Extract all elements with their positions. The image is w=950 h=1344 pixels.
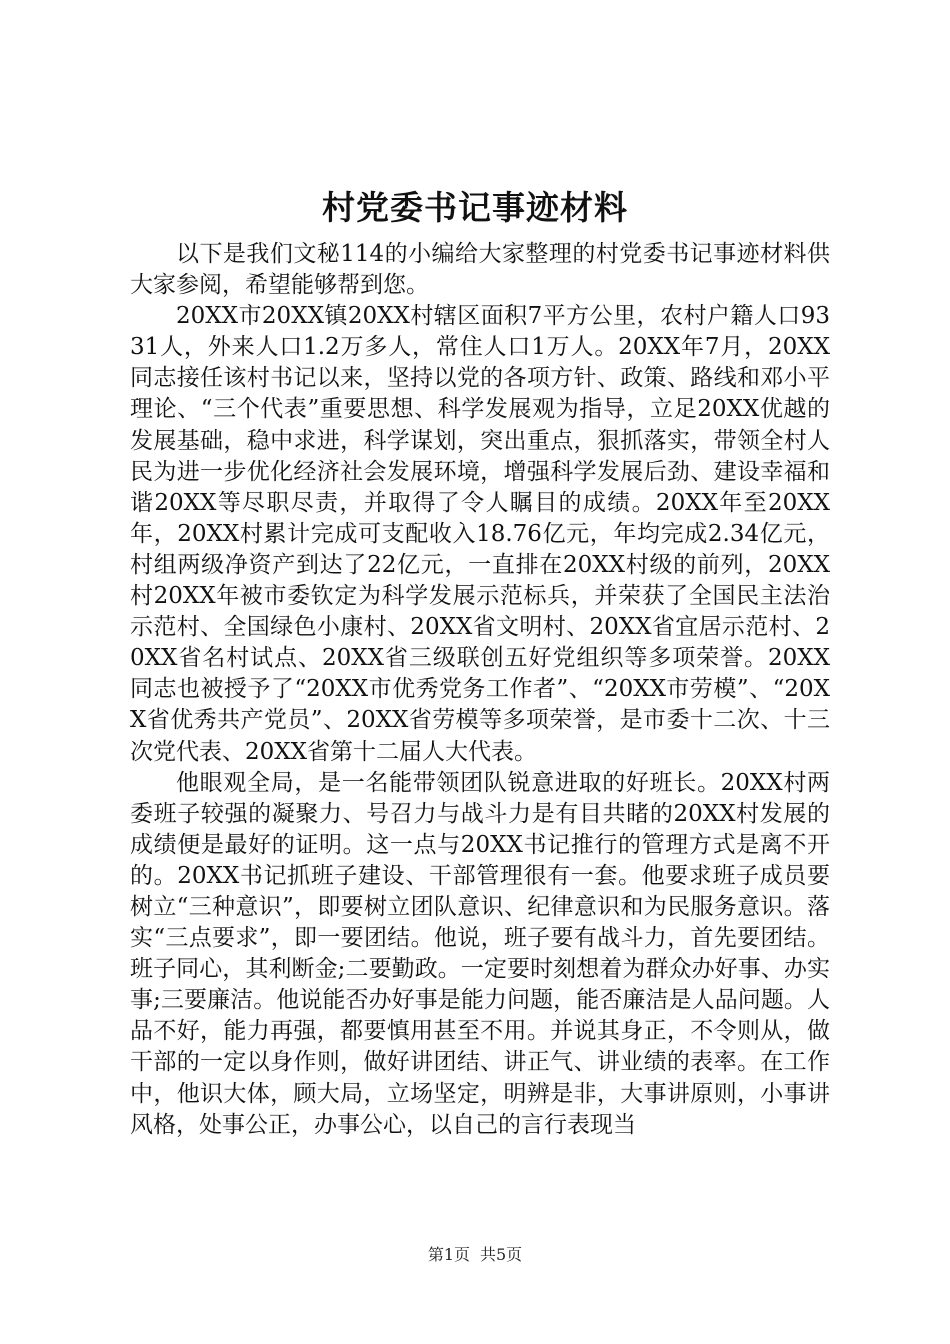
document-body	[130, 239, 830, 1141]
paragraph-intro: 以下是我们文秘114的小编给大家整理的村党委书记事迹材料供大家参阅，希望能够帮到您。	[130, 241, 830, 299]
page-footer	[0, 1245, 950, 1265]
page-total: 共5页	[480, 1245, 523, 1264]
page-title: 村党委书记事迹材料	[322, 188, 628, 227]
page-number: 第1页	[427, 1245, 470, 1264]
paragraph-village-overview: 20XX市20XX镇20XX村辖区面积7平方公里，农村户籍人口9331人，外来人口1.2万多人，常住人口1万人。20XX年7月，20XX同志接任该村书记以来，坚持以党的各项方针、政策、路线和邓小平理论、“三个代表”重要思想、科学发展观为指导，立足20XX优越的发展基础，稳中求进，科学谋划，突出重点，狠抓落实，带领全村人民为进一步优化经济社会发展环境，增强科学发展后劲、建设幸福和谐20XX等尽职尽责，并取得了令人瞩目的成绩。20XX年至20XX年，20XX村累计完成可支配收入18.76亿元，年均完成2.34亿元，村组两级净资产到达了22亿元，一直排在20XX村级的前列，20XX村20XX年被市委钦定为科学发展示范标兵，并荣获了全国民主法治示范村、全国绿色小康村、20XX省文明村、20XX省宜居示范村、20XX省名村试点、20XX省三级联创五好党组织等多项荣誉。20XX同志也被授予了“20XX市优秀党务工作者”、“20XX市劳模”、“20XX省优秀共产党员”、20XX省劳模等多项荣誉，是市委十二次、十三次党代表、20XX省第十二届人大代表。	[130, 303, 830, 765]
paragraph-leadership: 他眼观全局，是一名能带领团队锐意进取的好班长。20XX村两委班子较强的凝聚力、号召力与战斗力是有目共睹的20XX村发展的成绩便是最好的证明。这一点与20XX书记推行的管理方式是离不开的。20XX书记抓班子建设、干部管理很有一套。他要求班子成员要树立“三种意识”，即要树立团队意识、纪律意识和为民服务意识。落实“三点要求”，即一要团结。他说，班子要有战斗力，首先要团结。班子同心，其利断金;二要勤政。一定要时刻想着为群众办好事、办实事;三要廉洁。他说能否办好事是能力问题，能否廉洁是人品问题。人品不好，能力再强，都要慎用甚至不用。并说其身正，不令则从，做干部的一定以身作则，做好讲团结、讲正气、讲业绩的表率。在工作中，他识大体，顾大局，立场坚定，明辨是非，大事讲原则，小事讲风格，处事公正，办事公心，以自己的言行表现当	[130, 769, 830, 1138]
